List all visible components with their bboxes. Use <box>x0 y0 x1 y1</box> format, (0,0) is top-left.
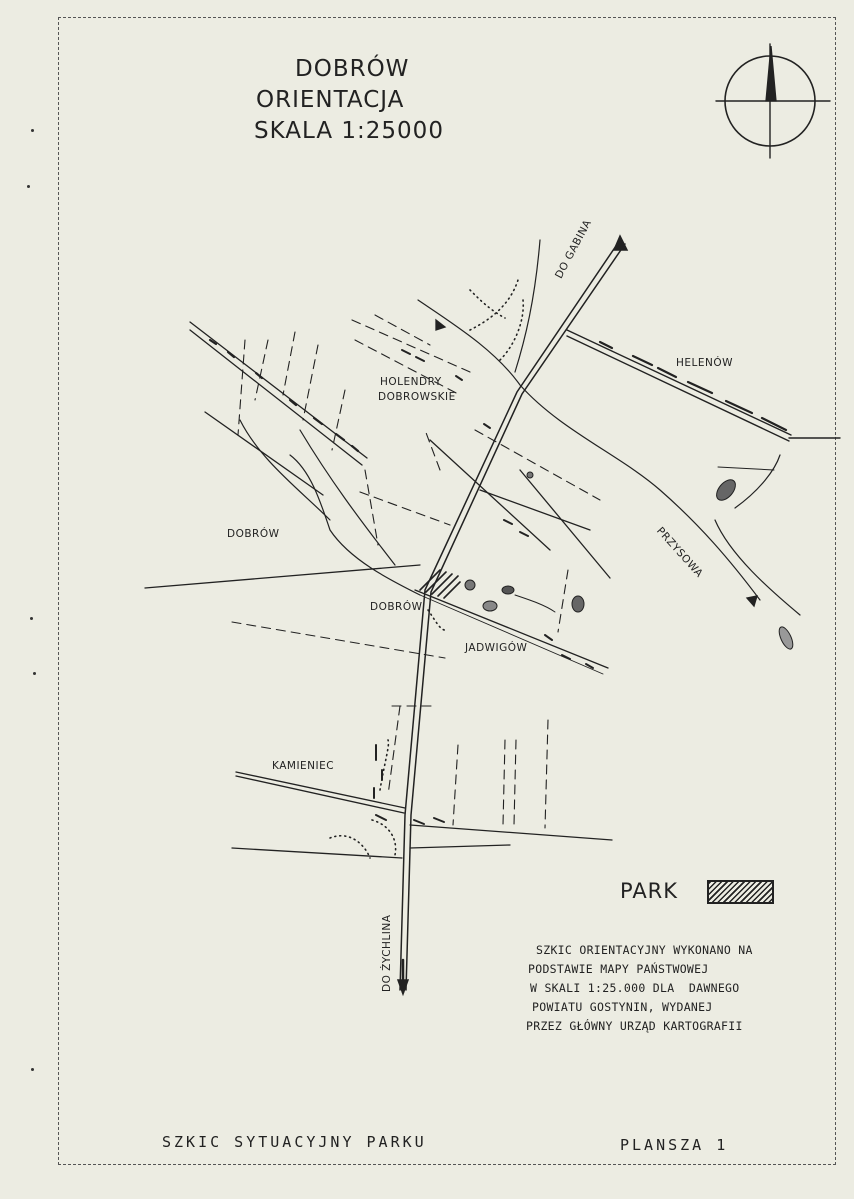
source-note-line-4: POWIATU GOSTYNIN, WYDANEJ <box>532 1000 713 1014</box>
source-note-line-3: W SKALI 1:25.000 DLA DAWNEGO <box>530 981 740 995</box>
legend-park-label: PARK <box>620 879 679 903</box>
source-note-line-1: SZKIC ORIENTACYJNY WYKONANO NA <box>536 943 753 957</box>
north-arrow-compass-icon <box>716 44 830 158</box>
map-subtitle: ORIENTACJA <box>256 87 405 113</box>
map-scale: SKALA 1:25000 <box>254 118 444 144</box>
river <box>240 240 800 615</box>
helenow-buildings <box>600 342 786 430</box>
label-przysowa: PRZYSOWA <box>654 525 706 580</box>
label-jadwigow: JADWIGÓW <box>465 642 528 654</box>
source-note-line-2: PODSTAWIE MAPY PAŃSTWOWEJ <box>528 962 709 976</box>
legend-park-swatch <box>707 880 774 904</box>
label-dobrow-west: DOBRÓW <box>227 528 280 540</box>
label-holendry: HOLENDRY <box>380 376 442 388</box>
label-dobrowskie: DOBROWSKIE <box>378 391 456 403</box>
map-title: DOBRÓW <box>295 56 410 82</box>
label-dobrow-center: DOBRÓW <box>370 601 423 613</box>
label-do-gabina: DO GABINA <box>553 217 595 281</box>
label-do-zychlina: DO ŻYCHLINA <box>381 914 393 992</box>
label-helenow: HELENÓW <box>676 357 734 369</box>
footer-plate-number: PLANSZA 1 <box>620 1136 729 1154</box>
source-note-line-5: PRZEZ GŁÓWNY URZĄD KARTOGRAFII <box>526 1019 743 1033</box>
orchards <box>330 280 523 858</box>
secondary-roads <box>145 440 774 858</box>
main-road <box>398 236 627 994</box>
footer-title: SZKIC SYTUACYJNY PARKU <box>162 1133 427 1151</box>
label-kamieniec: KAMIENIEC <box>272 760 335 772</box>
kamieniec-buildings <box>374 745 444 824</box>
